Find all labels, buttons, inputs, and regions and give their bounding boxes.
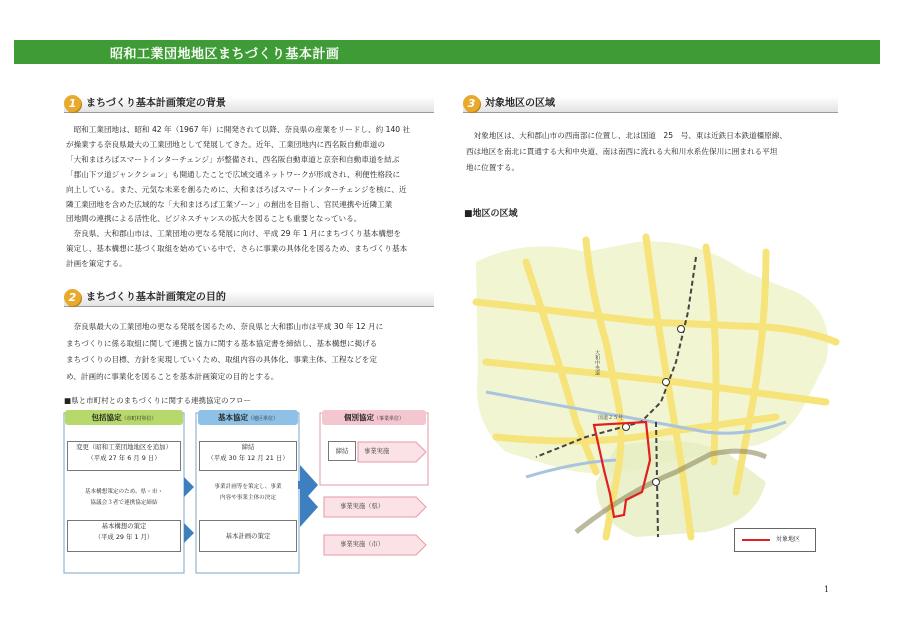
box-text: 締結 xyxy=(335,447,349,455)
map-heading-text: ■地区の区域 xyxy=(464,209,518,219)
middle-line: 協議会３者で連携協定締結 xyxy=(90,500,158,506)
map-legend xyxy=(734,528,816,552)
paragraph-line: 地に位置する。 xyxy=(466,163,520,172)
col2-box-signing xyxy=(199,441,297,471)
col2-header xyxy=(198,410,298,425)
section-number-badge: 1 xyxy=(64,95,81,112)
middle-line: 基本構想策定のため、県・市・ xyxy=(84,489,164,495)
box-date: （平成 29 年 1 月） xyxy=(94,533,154,541)
section-3-heading xyxy=(463,95,838,113)
col3-title: 個別協定 xyxy=(343,413,374,422)
col1-unit: （市町村単位） xyxy=(121,416,157,422)
paragraph-line: 団地間の連携による活性化、ビジネスチャンスの拡大を図ることも重要となっている。 xyxy=(66,214,362,224)
section-3-body xyxy=(466,128,787,176)
page-title: 昭和工業団地地区まちづくり基本計画 xyxy=(110,47,340,62)
col2-unit: （地区単位） xyxy=(247,416,278,422)
paragraph-line: 「郡山下ツ道ジャンクション」も開通したことで広域交通ネットワークが形成され、利便性格段に xyxy=(66,169,401,179)
paragraph-line: まちづくりの目標、方針を実現していくため、取組内容の具体化、事業主体、工程などを定 xyxy=(66,355,377,365)
paragraph-line: 奈良県最大の工業団地の更なる発展を図るため、奈良県と大和郡山市は平成 30 年 12 月に xyxy=(66,322,384,331)
box-text: 基本計画の策定 xyxy=(225,532,271,540)
paragraph-line: 西は地区を南北に貫通する大和中央道、南は南西に流れる大和川水系佐保川に囲まれる平坦 xyxy=(466,147,778,156)
box-text: 変更（昭和工業団地地区を追加） xyxy=(76,443,172,451)
box-date: （平成 27 年 6 月 9 日） xyxy=(87,454,161,462)
section-2-heading xyxy=(64,289,434,307)
section-number-badge: 2 xyxy=(64,289,81,306)
paragraph-line: 対象地区は、大和郡山市の西南部に位置し、北は国道 25 号、東は近鉄日本鉄道橿原線、 xyxy=(466,131,788,140)
col2-middle-text xyxy=(199,482,297,504)
map-label-yamato-chuodo: 大和中央道 xyxy=(594,350,600,375)
legend-line xyxy=(742,539,770,541)
col1-box-change xyxy=(67,441,181,471)
col2-title: 基本協定 xyxy=(217,413,248,422)
map-label-route25: 国道２５号 xyxy=(598,415,624,421)
legend-label: 対象地区 xyxy=(776,536,801,543)
flow-heading: ■県と市町村とのまちづくりに関する連携協定のフロー xyxy=(64,396,252,405)
col1-header xyxy=(65,410,183,425)
section-title: まちづくり基本計画策定の目的 xyxy=(86,292,226,303)
title-banner xyxy=(14,40,880,64)
col3-unit: （事業単位） xyxy=(373,416,404,422)
col3-arrow-label: 事業実施 xyxy=(364,448,390,455)
box-date: （平成 30 年 12 月 21 日） xyxy=(207,454,289,462)
col1-middle-text xyxy=(67,487,181,509)
section-1-body xyxy=(66,123,410,272)
middle-line: 内容や事業主体の決定 xyxy=(220,495,276,501)
map-drawing xyxy=(466,232,842,547)
section-number-badge: 3 xyxy=(463,95,480,112)
box-text: 基本構想の策定 xyxy=(101,522,147,530)
col1-title: 包括協定 xyxy=(91,413,122,422)
map-heading xyxy=(464,206,518,219)
section-2-body xyxy=(66,319,383,385)
paragraph-line: が操業する奈良県最大の工業団地として発展してきた。近年、工業団地内に西名阪自動車道の xyxy=(66,139,385,149)
col3-arrow-label: 事業実施（市） xyxy=(340,541,385,548)
paragraph-line: 奈良県、大和郡山市は、工業団地の更なる発展に向け、平成 29 年 1 月にまちづくり基本構想を xyxy=(66,229,402,239)
col3-header xyxy=(322,410,426,425)
col3-arrow-label: 事業実施（県） xyxy=(340,503,385,510)
paragraph-line: まちづくりに係る取組に関して連携と協力に関する基本協定書を締結し、基本構想に掲げる xyxy=(66,338,378,348)
flow-arrow-1 xyxy=(184,477,194,497)
flow-arrow-2 xyxy=(184,523,194,543)
paragraph-line: 「大和まほろばスマートインターチェンジ」が整備され、西名阪自動車道と京奈和自動車道を結ぶ xyxy=(66,154,400,164)
paragraph-line: 策定し、基本構想に基づく取組を始めている中で、さらに事業の具体化を図るため、まちづくり基本 xyxy=(66,244,408,254)
paragraph-line: 昭和工業団地は、昭和 42 年（1967 年）に開発されて以降、奈良県の産業をリードし、約 140 社 xyxy=(66,125,411,134)
paragraph-line: 向上している。また、元気な未来を創るために、大和まほろばスマートインターチェンジを核に、近 xyxy=(66,184,407,194)
paragraph-line: め、計画的に事業化を図ることを基本計画策定の目的とする。 xyxy=(66,371,279,381)
paragraph-line: 計画を策定する。 xyxy=(66,259,127,269)
section-title: 対象地区の区域 xyxy=(485,98,555,109)
col1-box-plan xyxy=(67,520,181,552)
district-map xyxy=(466,232,842,547)
page-number: 1 xyxy=(824,585,830,594)
section-title: まちづくり基本計画策定の背景 xyxy=(86,98,226,109)
paragraph-line: 隣工業団地を含めた広域的な「大和まほろば工業ゾーン」の創出を目指し、官民連携や近隣工業 xyxy=(66,199,393,209)
col2-box-plan xyxy=(199,520,297,552)
middle-line: 事業計画等を策定し、事業 xyxy=(214,484,282,490)
section-1-heading xyxy=(64,95,434,113)
box-text: 締結 xyxy=(241,443,255,451)
